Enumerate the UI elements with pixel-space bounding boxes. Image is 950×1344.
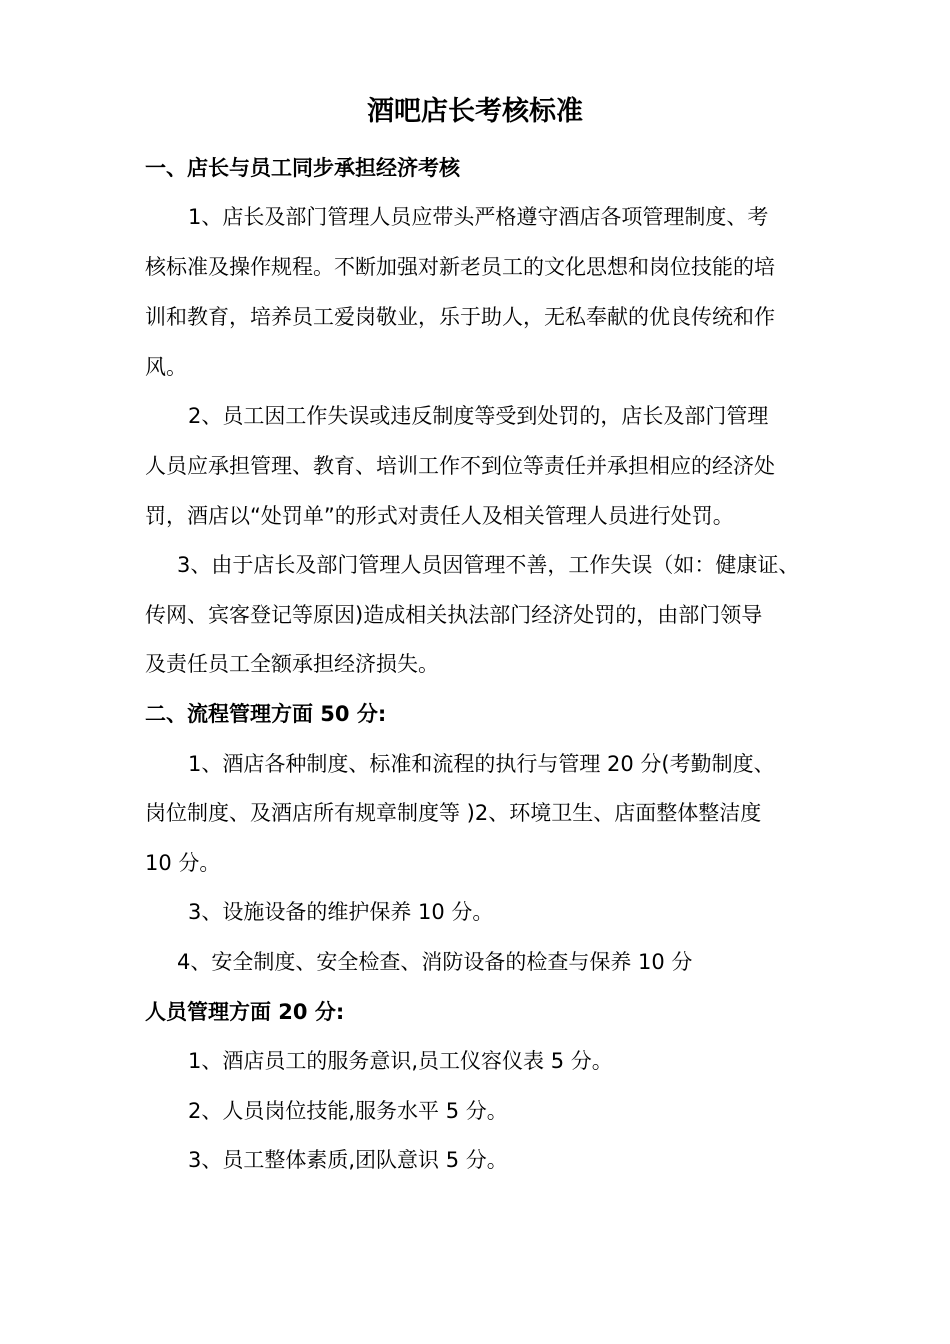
paragraph-line: 3、设施设备的维护保养 10 分。 — [188, 900, 494, 924]
document-title: 酒吧店长考核标准 — [367, 96, 583, 127]
section-heading: 二、流程管理方面 50 分: — [145, 702, 387, 726]
paragraph-line: 3、员工整体素质,团队意识 5 分。 — [188, 1148, 508, 1172]
paragraph-line: 1、酒店员工的服务意识,员工仪容仪表 5 分。 — [188, 1049, 613, 1073]
paragraph-line: 传网、宾客登记等原因)造成相关执法部门经济处罚的，由部门领导 — [145, 603, 763, 627]
paragraph-line: 训和教育，培养员工爱岗敬业，乐于助人，无私奉献的优良传统和作 — [145, 305, 775, 329]
paragraph-line: 罚，酒店以“处罚单”的形式对责任人及相关管理人员进行处罚。 — [145, 504, 734, 528]
section-heading: 一、店长与员工同步承担经济考核 — [145, 156, 460, 180]
paragraph-line: 4、安全制度、安全检查、消防设备的检查与保养 10 分 — [177, 950, 693, 974]
paragraph-line: 1、酒店各种制度、标准和流程的执行与管理 20 分(考勤制度、 — [188, 752, 775, 776]
paragraph-line: 2、人员岗位技能,服务水平 5 分。 — [188, 1099, 508, 1123]
paragraph-line: 核标准及操作规程。不断加强对新老员工的文化思想和岗位技能的培 — [145, 255, 775, 279]
paragraph-line: 3、由于店长及部门管理人员因管理不善，工作失误（如：健康证、 — [177, 553, 800, 577]
paragraph-line: 岗位制度、及酒店所有规章制度等 )2、环境卫生、店面整体整洁度 — [145, 801, 762, 825]
paragraph-line: 风。 — [145, 355, 187, 379]
paragraph-line: 及责任员工全额承担经济损失。 — [145, 652, 439, 676]
paragraph-line: 人员应承担管理、教育、培训工作不到位等责任并承担相应的经济处 — [145, 454, 775, 478]
section-heading: 人员管理方面 20 分: — [145, 1000, 345, 1024]
paragraph-line: 2、员工因工作失误或违反制度等受到处罚的，店长及部门管理 — [188, 404, 769, 428]
paragraph-line: 10 分。 — [145, 851, 221, 875]
paragraph-line: 1、店长及部门管理人员应带头严格遵守酒店各项管理制度、考 — [188, 205, 769, 229]
